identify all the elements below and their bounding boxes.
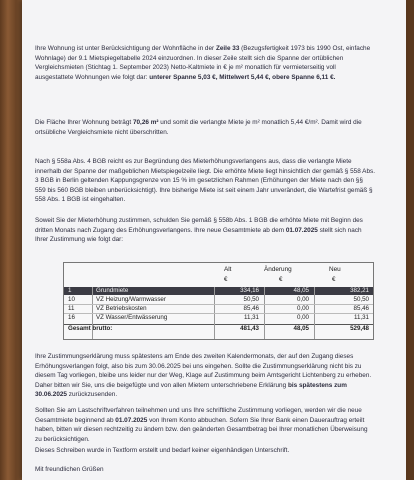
table-divider (64, 313, 373, 314)
header-neu: Neu (329, 266, 341, 273)
table-row: 11 VZ Betriebskosten 85,46 0,00 85,46 (68, 305, 369, 312)
table-row: 1 Grundmiete 334,16 48,05 382,21 (64, 287, 373, 295)
paragraph-zustimmung: Soweit Sie der Mieterhöhung zustimmen, schulden Sie gemäß § 558b Abs. 1 BGB die erhöhte Miete mit Beginn des dritten Monats nach Zugang des Erhöhungsverlangens. Ihre neue Gesamtmiete ab dem 01.07.2025 stellt sich nach Ihrer Zustimmung wie folgt dar: (35, 217, 363, 244)
table-row: 10 VZ Heizung/Warmwasser 50,50 0,00 50,50 (68, 296, 369, 303)
rent-table (63, 262, 374, 340)
unit-alt: € (224, 276, 228, 283)
table-row: 16 VZ Wasser/Entwässerung 11,31 0,00 11,31 (68, 314, 369, 321)
paragraph-textform: Dieses Schreiben wurde in Textform erstellt und bedarf keiner eigenhändigen Unterschrift. (35, 447, 290, 454)
header-alt: Alt (224, 266, 232, 273)
paragraph-frist: Ihre Zustimmungserklärung muss spätestens am Ende des zweiten Kalendermonats, der auf den Zugang dieses Erhöhungsverlangen folgt, also bis zum 30.06.2025 bei uns eingehen. Sollte die Zustimmungserklärung nicht bis zu diesem Tag vorliegen, bleibe uns leider nur der Weg, Klage auf Zustimmung beim Amtsgericht Lichtenberg zu erheben. Daher bitten wir Sie, uns die beigefügte und von allen Mietern unterschriebene Erklärung bis spätestens zum 30.06.2025 zurückzusenden. (35, 353, 372, 399)
unit-neu: € (332, 276, 336, 283)
unit-aenderung: € (279, 276, 283, 283)
header-aenderung: Änderung (264, 266, 292, 273)
table-divider (64, 304, 373, 305)
paragraph-mietspiegel: Ihre Wohnung ist unter Berücksichtigung der Wohnfläche in der Zeile 33 (Bezugsfertigkeit 1973 bis 1990 Ost, einfache Wohnlage) der 9.1 Mietspiegeltabelle 2024 einzuordnen. In dieser Zeile stellt sich die Spanne der ortüblichen Vergleichsmieten (Stichtag 1. September 2023) Netto-Kaltmiete in € je m² monatlich für vermieterseitig voll ausgestattete Wohnungen wie folgt dar: unterer Spanne 5,03 €, Mittelwert 5,44 €, obere Spanne 6,11 €. (35, 45, 371, 81)
paragraph-begruendung: Nach § 558a Abs. 4 BGB reicht es zur Begründung des Mieterhöhungsverlangens aus, dass die verlangte Miete innerhalb der Spanne der maßgeblichen Mietspiegelzeile liegt. Die erhöhte Miete liegt hinsichtlich der gemäß § 558 Abs. 3 BGB in Berlin geltenden Kappungsgrenze von 15 % im gesetzlichen Rahmen (Erhöhungen der Miete nach den §§ 559 bis 560 BGB bleiben unberücksichtigt). Ihre bisherige Miete ist seit einem Jahr unverändert, die Wartefrist gemäß § 558 Abs. 1 BGB ist eingehalten. (35, 158, 375, 204)
closing-greeting: Mit freundlichen Grüßen (35, 466, 104, 473)
paragraph-wohnflaeche: Die Fläche Ihrer Wohnung beträgt 70,26 m² und somit die verlangte Miete je m² monatlich 5,44 €/m². Damit wird die ortsübliche Vergleichsmiete nicht überschritten. (35, 119, 362, 136)
paragraph-lastschrift: Sollten Sie am Lastschriftverfahren teilnehmen und uns Ihre schriftliche Zustimmung vorliegen, werden wir die neue Gesamtmiete beginnend ab 01.07.2025 von Ihrem Konto abbuchen. Sofern Sie Ihrer Bank einen Dauerauftrag erteilt haben, bitten wir diesen rechtzeitig zu ändern bzw. den geänderten Gesamtbetrag bei Ihrer monatlichen Überweisung zu berücksichtigen. (35, 407, 368, 443)
table-total-row: Gesamt brutto: 481,43 48,05 529,48 (64, 324, 373, 333)
